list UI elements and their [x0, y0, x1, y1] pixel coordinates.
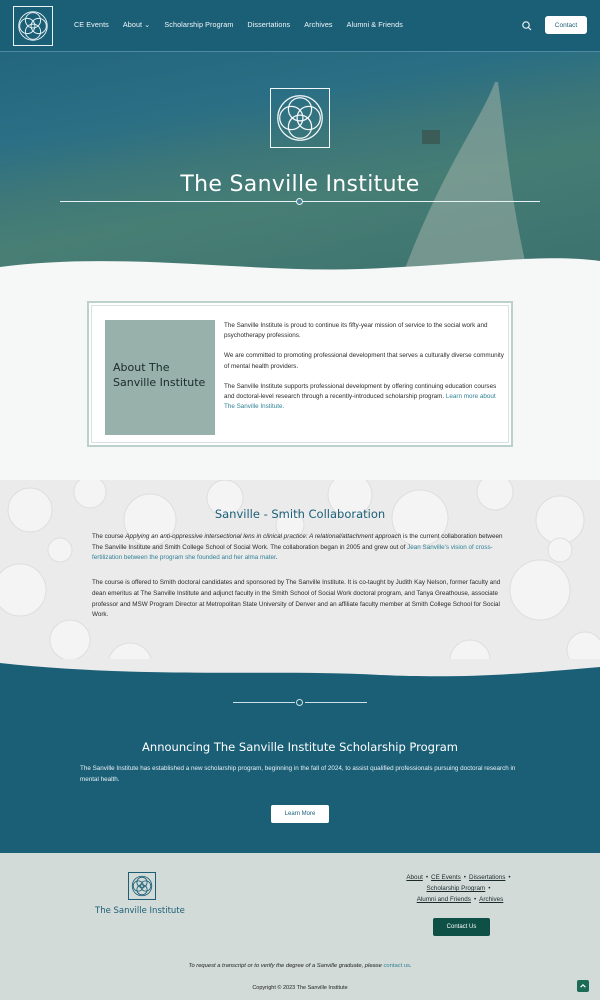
- contact-us-link[interactable]: contact us: [383, 963, 410, 969]
- footer-link-dissertations[interactable]: Dissertations: [469, 874, 506, 881]
- nav-dissertations[interactable]: Dissertations: [247, 20, 291, 29]
- hero-divider-dot: [296, 198, 303, 205]
- logo-icon[interactable]: [13, 6, 53, 46]
- search-icon[interactable]: [521, 19, 533, 31]
- contact-us-button[interactable]: Contact Us: [433, 918, 490, 936]
- scholarship-title: Announcing The Sanville Institute Scholarship Program: [142, 740, 458, 754]
- chevron-down-icon: ⌄: [144, 20, 151, 29]
- learn-more-about-link[interactable]: Learn more about The Sanville Institute.: [224, 393, 496, 411]
- about-card: [87, 301, 513, 447]
- footer-link-alumni-friends[interactable]: Alumni and Friends: [416, 896, 471, 903]
- scholarship-wave: [0, 659, 600, 689]
- scholarship-divider-left: [233, 702, 295, 703]
- footer-link-scholarship-program[interactable]: Scholarship Program: [426, 885, 486, 892]
- transcript-note: To request a transcript or to verify the degree of a Sanville graduate, please contact us.: [188, 963, 412, 969]
- contact-button[interactable]: Contact: [545, 16, 587, 34]
- scholarship-section: [0, 660, 600, 853]
- footer-logo-icon[interactable]: [128, 872, 156, 900]
- hero-banner: [0, 52, 600, 280]
- main-nav: [74, 20, 403, 29]
- nav-archives[interactable]: Archives: [304, 20, 333, 29]
- footer-site-name: The Sanville Institute: [95, 906, 185, 916]
- about-paragraph: The Sanville Institute supports professional development by offering continuing education courses and doctoral-level research through a recently-introduced scholarship program. Learn more about The Sanville Institute.: [224, 382, 497, 411]
- collaboration-paragraph: The course is offered to Smith doctoral candidates and sponsored by The Sanville Institute. It is co-taught by Judith Kay Nelson, former faculty and dean emeritus at The Sanville Institute and adjunct faculty in the Smith School of Social Work doctoral program, and Tanya Greathouse, associate professor and MSW Program Director at Metropolitan State University of Denver and an affiliate faculty member at Smith College School for Social Work.: [92, 579, 501, 619]
- about-section: [0, 280, 600, 480]
- hero-wave: [0, 249, 600, 280]
- footer-link-about[interactable]: About: [406, 874, 423, 881]
- copyright: Copyright © 2023 The Sanville Institute: [252, 985, 348, 991]
- footer-link-ce-events[interactable]: CE Events: [431, 874, 461, 881]
- footer-links: About • CE Events • Dissertations • Scholarship Program • Alumni and Friends • Archives: [406, 874, 511, 903]
- back-to-top-icon[interactable]: [577, 980, 589, 992]
- site-footer: [0, 853, 600, 1000]
- collaboration-section: [0, 480, 600, 680]
- about-tile: [105, 320, 215, 435]
- scholarship-text: The Sanville Institute has established a new scholarship program, beginning in the fall of 2024, to assist qualified professionals pursuing doctoral research in mental health.: [80, 765, 516, 783]
- learn-more-button[interactable]: Learn More: [271, 805, 329, 823]
- collaboration-text: [92, 532, 512, 635]
- about-paragraph: We are committed to promoting professional development that serves a culturally diverse community of mental health providers.: [224, 352, 504, 370]
- nav-about[interactable]: About ⌄: [122, 20, 151, 29]
- nav-scholarship-program[interactable]: Scholarship Program: [164, 20, 234, 29]
- site-header: [0, 0, 600, 52]
- collaboration-paragraph: The course Applying an anti-oppressive intersectional lens in clinical practice: A relational/attachment approach is the current collaboration between The Sanville Institute and Smith College School of Social Work. The collaboration began in 2005 and grew out of Jean Sanville's vision of cross-fertilization between the program she founded and her alma mater.: [92, 533, 503, 562]
- nav-alumni-friends[interactable]: Alumni & Friends: [346, 20, 403, 29]
- jean-sanville-vision-link[interactable]: Jean Sanville's vision of cross-fertilization between the program she founded and her alma mater: [92, 543, 493, 562]
- scholarship-divider-dot: [296, 699, 303, 706]
- collaboration-title: Sanville - Smith Collaboration: [214, 507, 386, 521]
- scholarship-divider-right: [305, 702, 367, 703]
- about-text: [224, 321, 506, 422]
- about-paragraph: The Sanville Institute is proud to continue its fifty-year mission of service to the social work and psychotherapy professions.: [224, 322, 488, 340]
- nav-ce-events[interactable]: CE Events: [74, 20, 109, 29]
- hero-logo-icon: [270, 88, 330, 148]
- footer-link-archives[interactable]: Archives: [479, 896, 504, 903]
- about-heading: About The Sanville Institute: [113, 361, 206, 389]
- hero-title: The Sanville Institute: [180, 172, 420, 197]
